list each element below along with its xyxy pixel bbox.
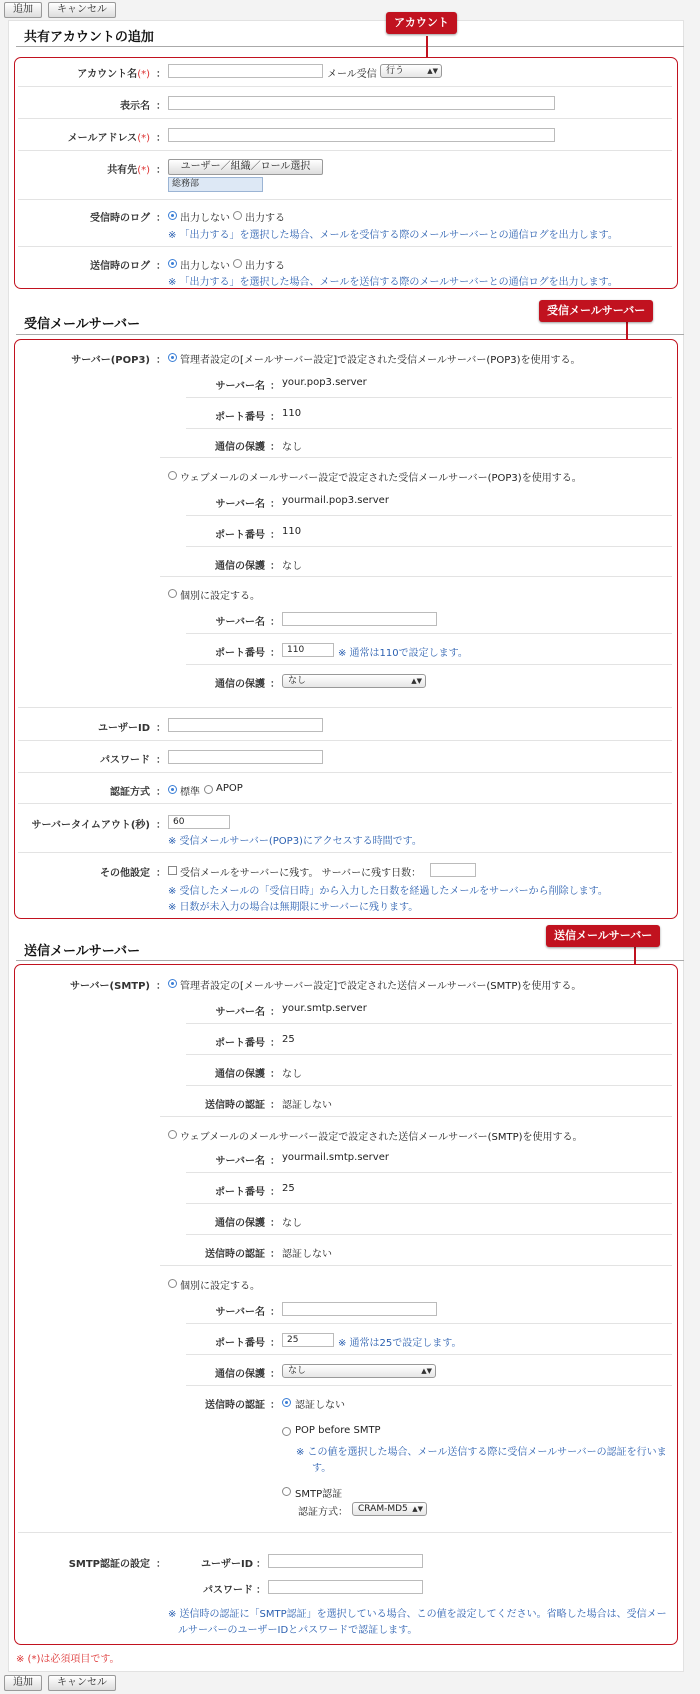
pop3-server-label: サーバー(POP3) [71,355,150,366]
auth-pop-note-2: す。 [312,1463,332,1474]
smtp-password-input[interactable] [268,1580,423,1594]
recv-log-on-radio[interactable] [233,211,242,220]
smtp-auth-note-1: ※ 送信時の認証に「SMTP認証」を選択している場合、この値を設定してください。省略した場合は、受信メー [168,1609,667,1620]
smtp-admin-port: 25 [282,1034,295,1045]
account-section-title: 共有アカウントの追加 [24,30,154,45]
recv-log-off-radio[interactable] [168,211,177,220]
smtp-server-label: サーバー(SMTP) [70,981,150,992]
smtp-webmail-auth: 認証しない [282,1249,332,1260]
smtp-webmail-radio[interactable] [168,1130,177,1139]
smtp-admin-server: your.smtp.server [282,1003,367,1014]
email-label: メールアドレス(*) [67,133,150,144]
pop3-custom-server-input[interactable] [282,612,437,626]
pop3-admin-radio[interactable] [168,353,177,362]
smtp-auth-none-radio[interactable] [282,1398,291,1407]
smtp-webmail-port: 25 [282,1183,295,1194]
outgoing-section-title: 送信メールサーバー [24,944,141,959]
required-footnote: ※ (*)は必須項目です。 [16,1654,120,1665]
timeout-input[interactable]: 60 [168,815,230,829]
smtp-auth-note-2: ルサーバーのユーザーIDとパスワードで認証します。 [178,1625,418,1636]
pop3-webmail-security: なし [282,561,302,572]
smtp-custom-server-input[interactable] [282,1302,437,1316]
pop3-auth-label: 認証方式 [110,787,150,798]
pop3-webmail-port: 110 [282,526,302,537]
auth-method-select[interactable]: CRAM-MD5 ▲▼ [352,1502,427,1516]
pop3-webmail-radio[interactable] [168,471,177,480]
send-log-label: 送信時のログ [90,261,150,272]
pop3-password-input[interactable] [168,750,323,764]
tag-pointer [634,945,636,965]
pop3-custom-port-input[interactable]: 110 [282,643,334,657]
keep-on-server-checkbox[interactable] [168,866,177,875]
tag-pointer [426,36,428,58]
pop3-password-label: パスワード [100,755,150,766]
incoming-tag: 受信メールサーバー [539,300,653,322]
smtp-custom-radio[interactable] [168,1279,177,1288]
add-button[interactable]: 追加 [4,2,42,18]
smtp-admin-security: なし [282,1069,302,1080]
cancel-button[interactable]: キャンセル [48,2,116,18]
top-button-bar [4,2,116,18]
share-select-button[interactable]: ユーザー／組織／ロール選択 [168,159,323,175]
pop3-admin-port: 110 [282,408,302,419]
recv-log-note: ※ 「出力する」を選択した場合、メールを受信する際のメールサーバーとの通信ログを出力します。 [168,230,618,241]
add-button[interactable]: 追加 [4,1675,42,1691]
auth-pop-note-1: ※ この値を選択した場合、メール送信する際に受信メールサーバーの認証を行いま [296,1447,667,1458]
smtp-webmail-server: yourmail.smtp.server [282,1152,389,1163]
send-log-note: ※ 「出力する」を選択した場合、メールを送信する際のメールサーバーとの通信ログを出力します。 [168,277,618,288]
smtp-admin-auth: 認証しない [282,1100,332,1111]
bottom-button-bar [4,1675,116,1691]
keep-days-input[interactable] [430,863,476,877]
smtp-admin-radio[interactable] [168,979,177,988]
pop3-admin-server: your.pop3.server [282,377,367,388]
smtp-auth-settings-label: SMTP認証の設定 [68,1559,150,1570]
smtp-custom-port-input[interactable]: 25 [282,1333,334,1347]
timeout-label: サーバータイムアウト(秒) [31,820,150,831]
outgoing-tag: 送信メールサーバー [546,925,660,947]
incoming-section-title: 受信メールサーバー [24,317,141,332]
smtp-userid-label: ユーザーID [200,1559,253,1570]
smtp-webmail-security: なし [282,1218,302,1229]
display-name-input[interactable] [168,96,555,110]
smtp-port-note: ※ 通常は25で設定します。 [338,1338,462,1349]
pop3-userid-label: ユーザーID [97,723,150,734]
other-settings-label: その他設定 [100,868,150,879]
keep-note-2: ※ 日数が未入力の場合は無期限にサーバーに残ります。 [168,902,419,913]
account-name-input[interactable] [168,64,323,78]
smtp-auth-smtp-radio[interactable] [282,1487,291,1496]
display-name-label: 表示名 [120,101,150,112]
section-divider [16,46,684,47]
mail-receive-select[interactable]: 行う ▲▼ [380,64,442,78]
keep-note-1: ※ 受信したメールの「受信日時」から入力した日数を経過したメールをサーバーから削除します。 [168,886,608,897]
smtp-auth-pop-radio[interactable] [282,1427,291,1436]
share-selected-item: 総務部 [168,177,263,192]
auth-apop-radio[interactable] [204,785,213,794]
auth-method-label: 認証方式： [298,1507,348,1518]
smtp-password-label: パスワード [203,1585,253,1596]
smtp-custom-security-select[interactable]: なし ▲▼ [282,1364,436,1378]
section-divider [16,334,684,335]
email-input[interactable] [168,128,555,142]
smtp-userid-input[interactable] [268,1554,423,1568]
pop3-custom-security-select[interactable]: なし ▲▼ [282,674,426,688]
pop3-webmail-server: yourmail.pop3.server [282,495,389,506]
pop3-admin-security: なし [282,442,302,453]
pop3-userid-input[interactable] [168,718,323,732]
tag-pointer [626,322,628,340]
pop3-port-note: ※ 通常は110で設定します。 [338,648,468,659]
send-log-off-radio[interactable] [168,259,177,268]
cancel-button[interactable]: キャンセル [48,1675,116,1691]
recv-log-label: 受信時のログ [90,213,150,224]
share-label: 共有先(*) [107,165,150,176]
auth-standard-radio[interactable] [168,785,177,794]
pop3-custom-radio[interactable] [168,589,177,598]
mail-receive-label: メール受信 [327,69,377,80]
account-tag: アカウント [386,12,457,34]
section-divider [16,960,684,961]
send-log-on-radio[interactable] [233,259,242,268]
timeout-note: ※ 受信メールサーバー(POP3)にアクセスする時間です。 [168,836,422,847]
account-name-label: アカウント名(*) [77,69,150,80]
